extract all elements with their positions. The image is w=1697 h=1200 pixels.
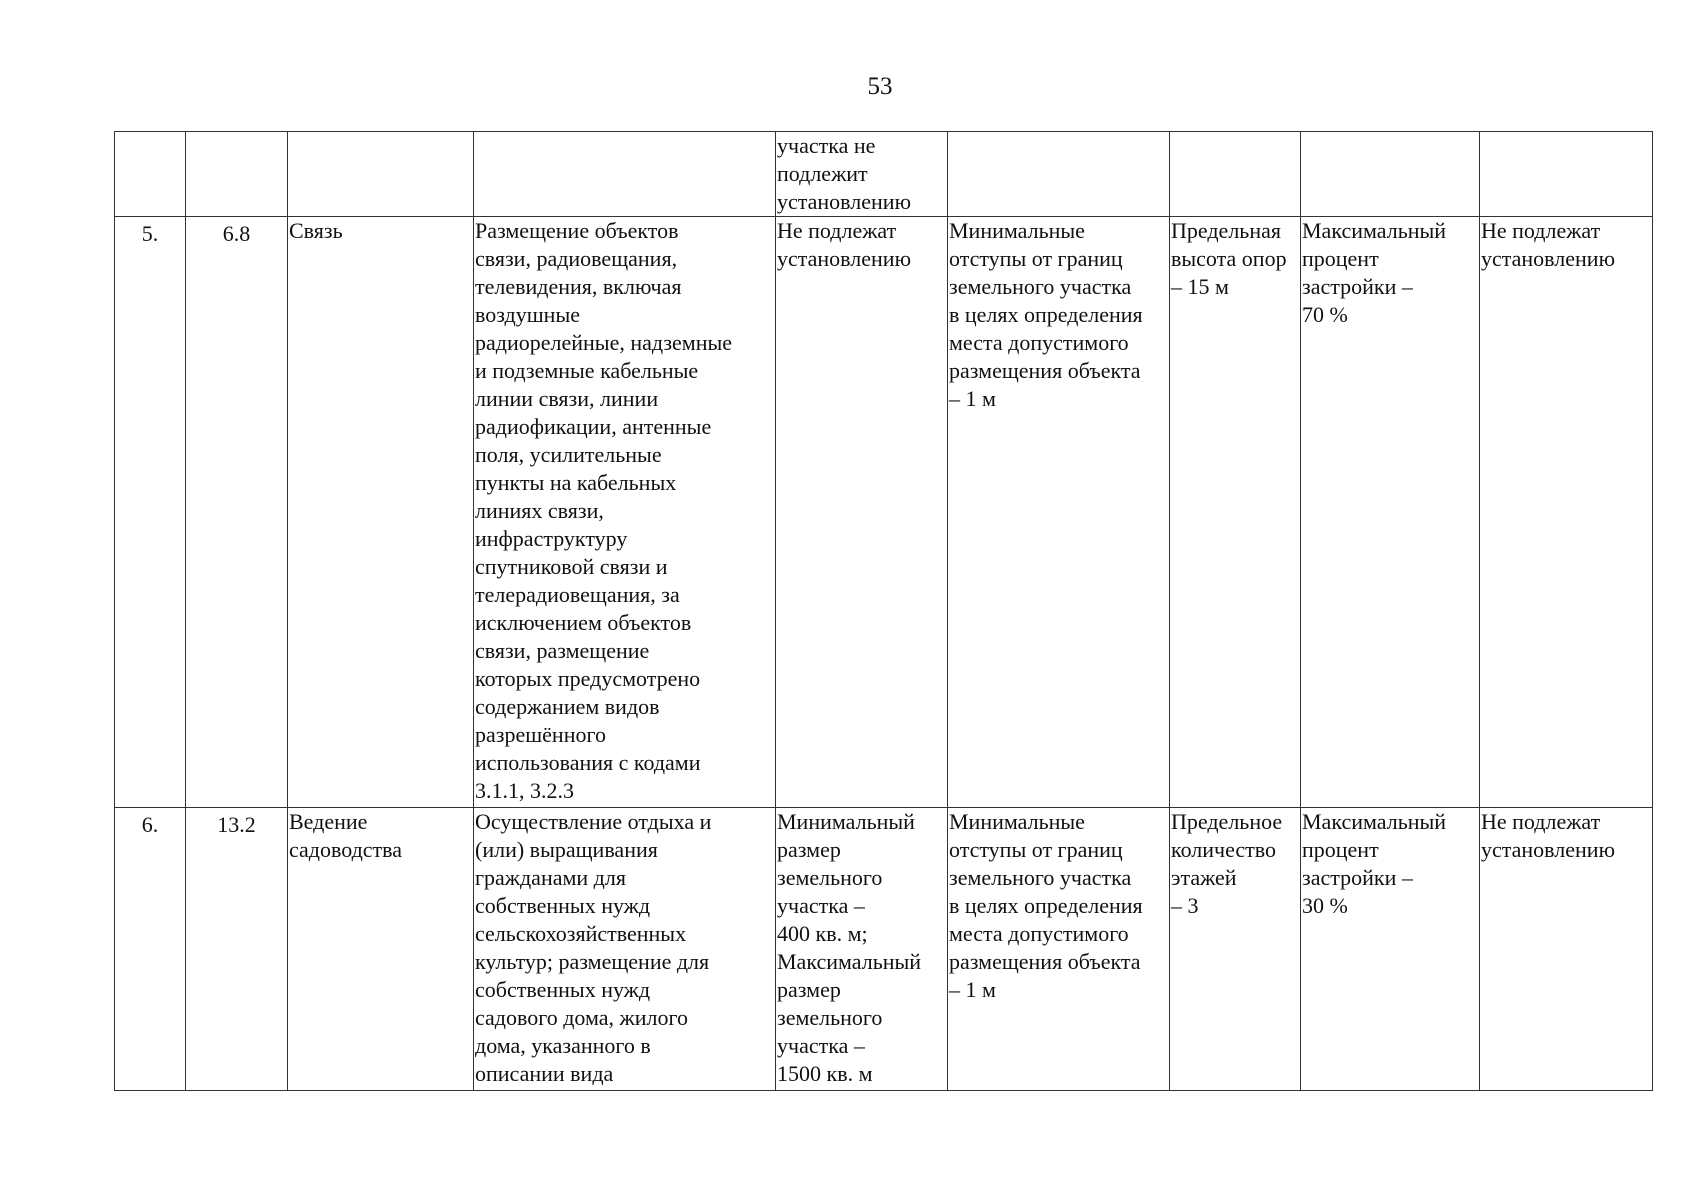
regulations-table xyxy=(114,131,1653,1091)
cell-other xyxy=(1480,132,1653,217)
cell-height xyxy=(1170,132,1301,217)
cell-name: Связь xyxy=(288,217,474,808)
cell-building-percent: Максимальный процент застройки – 30 % xyxy=(1301,808,1480,1091)
cell-code xyxy=(186,132,288,217)
cell-description: Размещение объектов связи, радиовещания, телевидения, включая воздушные радиорелейные, надземные и подземные кабельные линии связи, линии радиофикации, антенные поля, усилительные пункты на кабельных линиях связи, инфраструктуру спутниковой связи и телерадиовещания, за исключением объектов связи, размещение которых предусмотрено содержанием видов разрешённого использования с кодами 3.1.1, 3.2.3 xyxy=(474,217,776,808)
cell-num: 5. xyxy=(115,217,186,808)
cell-height: Предельная высота опор – 15 м xyxy=(1170,217,1301,808)
cell-building-percent: Максимальный процент застройки – 70 % xyxy=(1301,217,1480,808)
cell-building-percent xyxy=(1301,132,1480,217)
cell-height: Предельное количество этажей – 3 xyxy=(1170,808,1301,1091)
cell-setbacks: Минимальные отступы от границ земельного участка в целях определения места допустимого размещения объекта – 1 м xyxy=(948,217,1170,808)
table-row-continuation xyxy=(115,132,1653,217)
cell-other: Не подлежат установлению xyxy=(1480,217,1653,808)
cell-land-size: Минимальный размер земельного участка – 400 кв. м; Максимальный размер земельного участка – 1500 кв. м xyxy=(776,808,948,1091)
cell-description xyxy=(474,132,776,217)
cell-num: 6. xyxy=(115,808,186,1091)
cell-description: Осуществление отдыха и (или) выращивания гражданами для собственных нужд сельскохозяйственных культур; размещение для собственных нужд садового дома, жилого дома, указанного в описании вида xyxy=(474,808,776,1091)
page-number: 53 xyxy=(867,73,893,100)
cell-name: Ведение садоводства xyxy=(288,808,474,1091)
cell-code: 13.2 xyxy=(186,808,288,1091)
cell-other: Не подлежат установлению xyxy=(1480,808,1653,1091)
cell-num xyxy=(115,132,186,217)
table-row xyxy=(115,217,1653,808)
cell-setbacks: Минимальные отступы от границ земельного участка в целях определения места допустимого размещения объекта – 1 м xyxy=(948,808,1170,1091)
cell-land-size: Не подлежат установлению xyxy=(776,217,948,808)
cell-name xyxy=(288,132,474,217)
cell-code: 6.8 xyxy=(186,217,288,808)
cell-land-size: участка не подлежит установлению xyxy=(776,132,948,217)
table-row xyxy=(115,808,1653,1091)
cell-setbacks xyxy=(948,132,1170,217)
